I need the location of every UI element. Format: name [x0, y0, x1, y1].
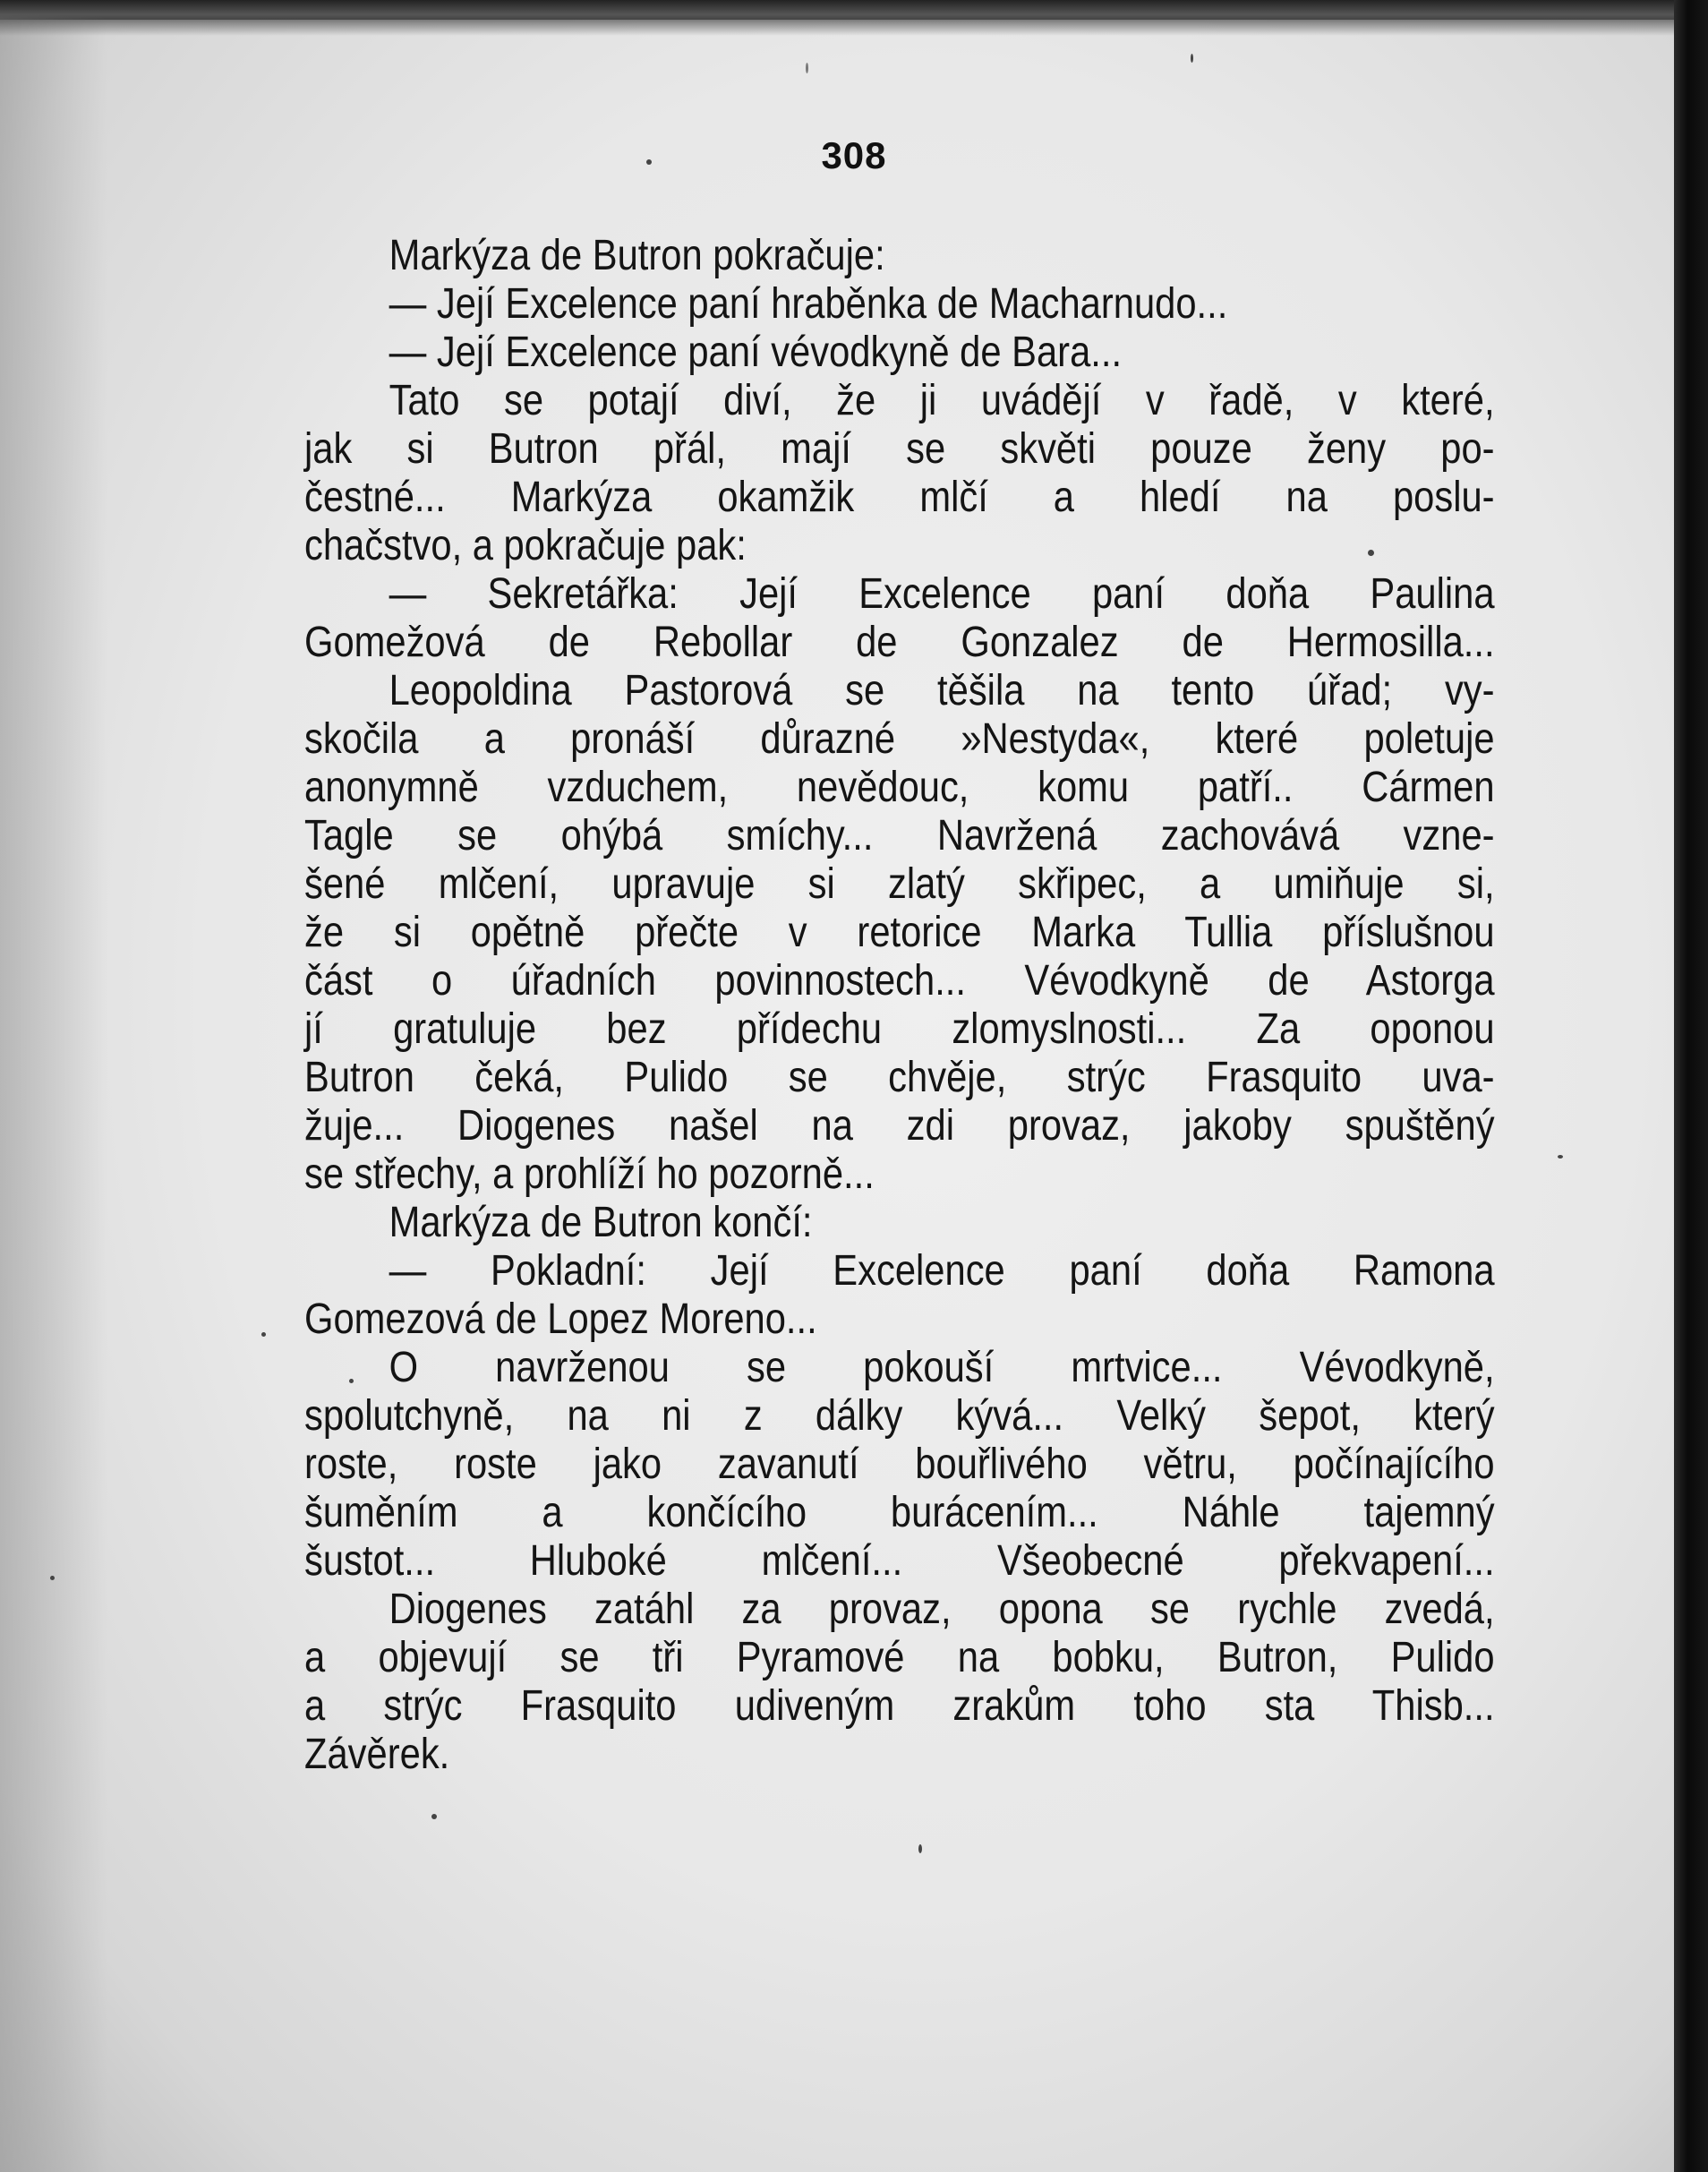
text-line: šené mlčení, upravuje si zlatý skřipec, a umiňuje si, [304, 859, 1495, 908]
dust-speck [261, 1332, 266, 1337]
text-line: čestné... Markýza okamžik mlčí a hledí na poslu- [304, 473, 1495, 521]
text-line: roste, roste jako zavanutí bouřlivého větru, počínajícího [304, 1440, 1495, 1488]
text-line: anonymně vzduchem, nevědouc, komu patří.. Cármen [304, 763, 1495, 811]
text-line: Markýza de Butron končí: [389, 1198, 813, 1246]
text-line: Tagle se ohýbá smíchy... Navržená zachovává vzne- [304, 811, 1495, 859]
text-line: spolutchyně, na ni z dálky kývá... Velký šepot, který [304, 1391, 1495, 1440]
dust-speck [431, 1814, 437, 1819]
text-line: Tato se potají diví, že ji uvádějí v řadě, v které, [389, 376, 1495, 424]
dust-speck [1558, 1155, 1563, 1159]
text-line: a objevují se tři Pyramové na bobku, Butron, Pulido [304, 1633, 1495, 1681]
text-line: se střechy, a prohlíží ho pozorně... [304, 1150, 875, 1198]
dust-speck [918, 1844, 922, 1853]
text-line: chačstvo, a pokračuje pak: [304, 521, 747, 569]
text-line: část o úřadních povinnostech... Vévodkyně de Astorga [304, 956, 1495, 1005]
text-line: jak si Butron přál, mají se skvěti pouze ženy po- [304, 424, 1495, 473]
text-line: Závěrek. [304, 1730, 450, 1778]
text-line: O navrženou se pokouší mrtvice... Vévodkyně, [389, 1343, 1495, 1391]
text-line: — Sekretářka: Její Excelence paní doňa Paulina [389, 569, 1495, 618]
page-number: 308 [821, 134, 887, 176]
text-line: Diogenes zatáhl za provaz, opona se rychle zvedá, [389, 1585, 1495, 1633]
body-text [304, 231, 1495, 1778]
left-shadow [0, 0, 107, 2172]
top-edge-shadow [0, 0, 1674, 36]
text-line: Markýza de Butron pokračuje: [389, 231, 885, 279]
text-line: žuje... Diogenes našel na zdi provaz, jakoby spuštěný [304, 1101, 1495, 1150]
text-line: skočila a pronáší důrazné »Nestyda«, které poletuje [304, 714, 1495, 763]
dust-speck [1191, 54, 1193, 63]
text-line: že si opětně přečte v retorice Marka Tullia příslušnou [304, 908, 1495, 956]
dust-speck [806, 63, 808, 73]
text-line: — Její Excelence paní hraběnka de Macharnudo... [389, 279, 1228, 328]
dust-speck [50, 1576, 55, 1580]
text-line: Gomezová de Lopez Moreno... [304, 1295, 817, 1343]
text-line: Gomežová de Rebollar de Gonzalez de Hermosilla... [304, 618, 1495, 666]
text-line: — Pokladní: Její Excelence paní doňa Ramona [389, 1246, 1495, 1295]
text-line: šustot... Hluboké mlčení... Všeobecné překvapení... [304, 1536, 1495, 1585]
right-binding-edge [1674, 0, 1708, 2172]
text-line: Leopoldina Pastorová se těšila na tento úřad; vy- [389, 666, 1495, 714]
text-line: a strýc Frasquito udiveným zrakům toho sta Thisb... [304, 1681, 1495, 1730]
text-line: šuměním a končícího burácením... Náhle tajemný [304, 1488, 1495, 1536]
text-line: — Její Excelence paní vévodkyně de Bara... [389, 328, 1123, 376]
text-line: Butron čeká, Pulido se chvěje, strýc Frasquito uva- [304, 1053, 1495, 1101]
text-line: jí gratuluje bez přídechu zlomyslnosti... Za oponou [304, 1005, 1495, 1053]
